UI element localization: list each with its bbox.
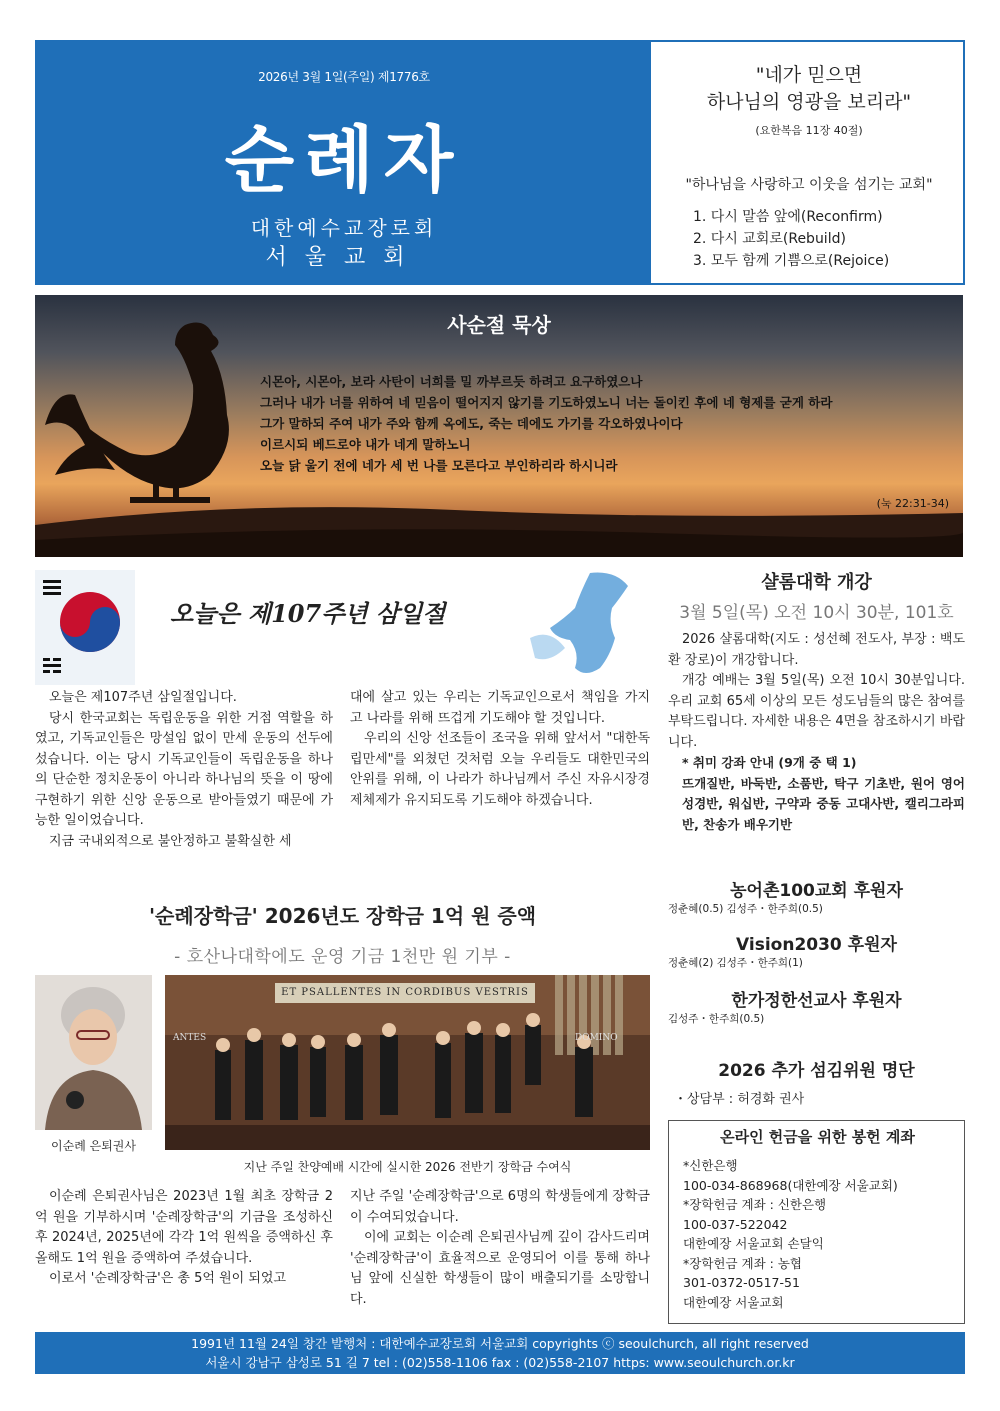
paragraph: 대에 살고 있는 우리는 기독교인으로서 책임을 가지고 나라를 위해 뜨겁게 기도해야 할 것입니다. — [350, 690, 650, 726]
footer-publisher: 1991년 11월 24일 창간 발행처 : 대한예수교장로회 서울교회 copyrights ⓒ seoulchurch, all right reserved — [191, 1336, 809, 1351]
samiljeol-column-1 — [35, 688, 333, 852]
sponsor-names: 정춘혜(2) 김성주・한주희(1) — [668, 957, 803, 969]
offering-account-box — [668, 1120, 965, 1324]
scripture-line: 오늘 닭 울기 전에 네가 세 번 나를 모른다고 부인하리라 하시니라 — [260, 458, 618, 473]
paragraph: 당시 한국교회는 독립운동을 위한 거점 역할을 하였고, 기독교인들은 망설임 없이 만세 운동의 선두에 섰습니다. 이는 당시 기독교인들이 독립운동을 하나의 단순한 정치운동이 아니라 하나님의 뜻을 이 땅에 구현하기 위한 신앙 운동으로 받아들였기 때문에 가능한 일이었습니다. — [35, 710, 333, 828]
paragraph: 이로서 '순례장학금'은 총 5억 원이 되었고 — [49, 1271, 287, 1286]
shalom-college-body — [668, 630, 965, 835]
account-line: *장학헌금 계좌 : 농협 — [683, 1255, 802, 1271]
paragraph: 이순례 은퇴권사님은 2023년 1월 최초 장학금 2억 원을 기부하시며 '순례장학금'의 기금을 조성하신 후 2024년, 2025년에 각각 1억 원씩을 증액하신 후 올해도 1억 원을 증액하여 주셨습니다. — [35, 1189, 333, 1266]
shalom-college-title: 샬롬대학 개강 — [761, 572, 872, 593]
portrait-photo — [35, 975, 152, 1130]
shalom-college-schedule: 3월 5일(목) 오전 10시 30분, 101호 — [679, 603, 954, 623]
ceremony-photo — [165, 975, 650, 1150]
steward-item: ・상담부 : 허경화 권사 — [674, 1092, 805, 1107]
sponsor-title: Vision2030 후원자 — [736, 935, 897, 955]
goal-item: 3. 모두 함께 기쁨으로(Rejoice) — [693, 253, 890, 269]
samiljeol-title: 오늘은 제107주년 삼일절 — [170, 599, 446, 628]
korean-flag-image — [35, 570, 135, 685]
account-line: 대한예장 서울교회 — [683, 1294, 784, 1310]
footer — [35, 1332, 965, 1374]
sponsor-names: 정춘혜(0.5) 김성주・한주희(0.5) — [668, 903, 823, 915]
account-title: 온라인 헌금을 위한 봉헌 계좌 — [720, 1128, 915, 1146]
issue-info: 2026년 3월 1일(주일) 제1776호 — [258, 70, 430, 84]
scripture-passage — [260, 371, 832, 476]
church-motto: "하나님을 사랑하고 이웃을 섬기는 교회" — [685, 177, 933, 193]
scripture-reference: (눅 22:31-34) — [876, 497, 949, 510]
sponsor-section — [668, 876, 965, 916]
photo-banner-text: ET PSALLENTES IN CORDIBUS VESTRIS — [275, 983, 535, 1003]
goal-item: 2. 다시 교회로(Rebuild) — [693, 231, 846, 247]
account-list — [683, 1156, 898, 1312]
account-line: 100-034-868968(대한예장 서울교회) — [683, 1177, 898, 1193]
scripture-line: 이르시되 베드로야 내가 네게 말하노니 — [260, 437, 471, 452]
paragraph: 개강 예배는 3월 5일(목) 오전 10시 30분입니다. 우리 교회 65세 이상의 모든 성도님들의 많은 참여를 부탁드립니다. 자세한 내용은 4면을 참조하시기 바랍니다. — [668, 673, 965, 750]
theme-verse-line1: "네가 믿으면 — [755, 64, 863, 86]
portrait-caption: 이순례 은퇴권사 — [51, 1139, 136, 1153]
denomination: 대한예수교장로회 — [250, 216, 438, 240]
sponsor-title: 농어촌100교회 후원자 — [730, 881, 903, 901]
paragraph: 이에 교회는 이순례 은퇴권사님께 깊이 감사드리며 '순례장학금'이 효율적으로 운영되어 이를 통해 하나님 앞에 신실한 학생들이 많이 배출되기를 소망합니다. — [350, 1230, 650, 1307]
account-line: 대한예장 서울교회 손달익 — [683, 1236, 824, 1251]
account-line: *신한은행 — [683, 1158, 738, 1173]
samiljeol-column-2 — [350, 688, 650, 811]
account-line: 100-037-522042 — [683, 1216, 788, 1232]
photo-wall-text-right: DOMINO — [575, 1033, 618, 1043]
photo-caption: 지난 주일 찬양예배 시간에 실시한 2026 전반기 장학금 수여식 — [243, 1160, 572, 1174]
masthead-title: 순례자 — [224, 118, 464, 202]
sponsor-title: 한가정한선교사 후원자 — [731, 991, 902, 1011]
scripture-line: 그가 말하되 주여 내가 주와 함께 옥에도, 죽는 데에도 가기를 각오하였나이다 — [260, 416, 683, 431]
verse-panel — [653, 42, 965, 283]
sponsor-names: 김성주・한주희(0.5) — [668, 1013, 765, 1025]
scholarship-column-2 — [350, 1187, 650, 1310]
verse-reference: (요한복음 11장 40절) — [755, 124, 863, 137]
scholarship-column-1 — [35, 1187, 333, 1290]
banner-title: 사순절 묵상 — [447, 313, 551, 337]
paragraph: 우리의 신앙 선조들이 조국을 위해 앞서서 "대한독립만세"를 외쳤던 것처럼 오늘 우리들도 대한민국의 안위를 위해, 이 나라가 하나님께서 주신 자유시장경제체제가 유지되도록 기도해야 하겠습니다. — [350, 731, 650, 808]
korea-map-image — [520, 568, 650, 683]
hobby-course-title: * 취미 강좌 안내 (9개 중 택 1) — [682, 755, 857, 770]
church-name: 서울교회 — [265, 245, 423, 270]
goals-list — [693, 206, 889, 272]
lent-meditation-banner — [35, 295, 963, 557]
goal-item: 1. 다시 말씀 앞에(Reconfirm) — [693, 209, 883, 225]
scripture-line: 시몬아, 시몬아, 보라 사탄이 너희를 밀 까부르듯 하려고 요구하였으나 — [260, 374, 643, 389]
account-line: 301-0372-0517-51 — [683, 1275, 800, 1290]
steward-title: 2026 추가 섬김위원 명단 — [718, 1061, 915, 1081]
account-line: *장학헌금 계좌 : 신한은행 — [683, 1197, 827, 1212]
sponsor-section — [668, 986, 965, 1026]
theme-verse-line2: 하나님의 영광을 보리라" — [706, 91, 912, 113]
paragraph: 2026 샬롬대학(지도 : 성선혜 전도사, 부장 : 백도환 장로)이 개강합니다. — [668, 632, 965, 668]
sponsor-section — [668, 930, 965, 970]
masthead-header — [35, 40, 965, 285]
paragraph: 오늘은 제107주년 삼일절입니다. — [49, 690, 237, 705]
paragraph: 지금 국내외적으로 불안정하고 불확실한 세 — [49, 833, 292, 849]
scripture-line: 그러나 내가 너를 위하여 네 믿음이 떨어지지 않기를 기도하였노니 너는 돌이킨 후에 네 형제를 굳게 하라 — [260, 395, 833, 410]
scholarship-title: '순례장학금' 2026년도 장학금 1억 원 증액 — [148, 904, 537, 928]
masthead-panel — [37, 42, 651, 283]
paragraph: 지난 주일 '순례장학금'으로 6명의 학생들에게 장학금이 수여되었습니다. — [350, 1189, 650, 1225]
scholarship-subtitle: - 호산나대학에도 운영 기금 1천만 원 기부 - — [174, 947, 511, 967]
photo-wall-text-left: ANTES — [173, 1033, 207, 1043]
theme-verse — [653, 62, 965, 116]
footer-address: 서울시 강남구 삼성로 51 길 7 tel : (02)558-1106 fax : (02)558-2107 https: www.seoulchurch.or.kr — [205, 1355, 795, 1370]
hobby-course-list: 뜨개질반, 바둑반, 소품반, 탁구 기초반, 원어 영어 성경반, 워십반, 구약과 중동 고대사반, 캘리그라피반, 찬송가 배우기반 — [682, 775, 965, 832]
